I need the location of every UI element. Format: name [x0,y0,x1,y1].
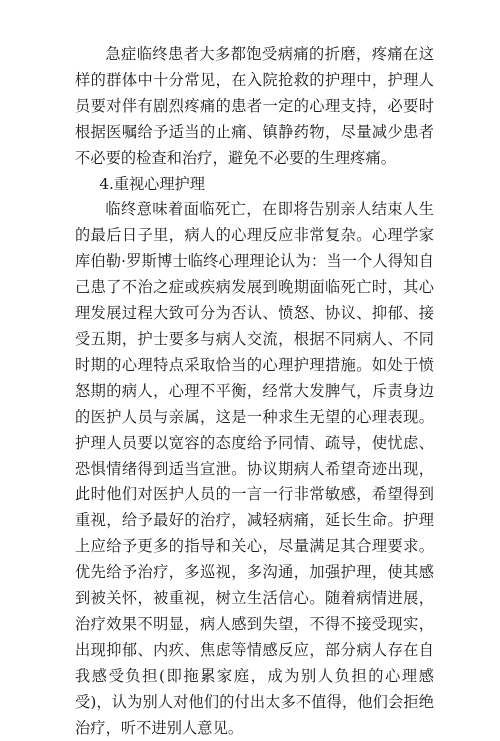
paragraph-pain-care: 急症临终患者大多都饱受病痛的折磨，疼痛在这样的群体中十分常见，在入院抢救的护理中，护理人员要对伴有剧烈疼痛的患者一定的心理支持，必要时根据医嘱给予适当的止痛、镇静药物，尽量减少患者不必要的检查和治疗，避免不必要的生理疼痛。 [75,45,434,167]
paragraph-psychological-care: 临终意味着面临死亡，在即将告别亲人结束人生的最后日子里，病人的心理反应非常复杂。心理学家库伯勒·罗斯博士临终心理理论认为：当一个人得知自己患了不治之症或疾病发展到晚期面临死亡时，其心理发展过程大致可分为否认、愤怒、协议、抑郁、接受五期，护士要多与病人交流，根据不同病人、不同时期的心理特点采取恰当的心理护理措施。如处于愤怒期的病人，心理不平衡，经常大发脾气，斥责身边的医护人员与亲属，这是一种求生无望的心理表现。护理人员要以宽容的态度给予同情、疏导，使忧虑、恐惧情绪得到适当宣泄。协议期病人希望奇迹出现，此时他们对医护人员的一言一行非常敏感，希望得到重视，给予最好的治疗，减轻病痛，延长生命。护理上应给予更多的指导和关心，尽量满足其合理要求。优先给予治疗，多巡视，多沟通，加强护理，使其感到被关怀，被重视，树立生活信心。随着病情进展，治疗效果不明显，病人感到失望，不得不接受现实，出现抑郁、内疚、焦虑等情感反应，部分病人存在自我感受负担(即拖累家庭，成为别人负担的心理感受)，认为别人对他们的付出太多不值得，他们会拒绝治疗，听不进别人意见。 [75,200,434,737]
section-heading-psychological-care: 4.重视心理护理 [99,174,205,193]
